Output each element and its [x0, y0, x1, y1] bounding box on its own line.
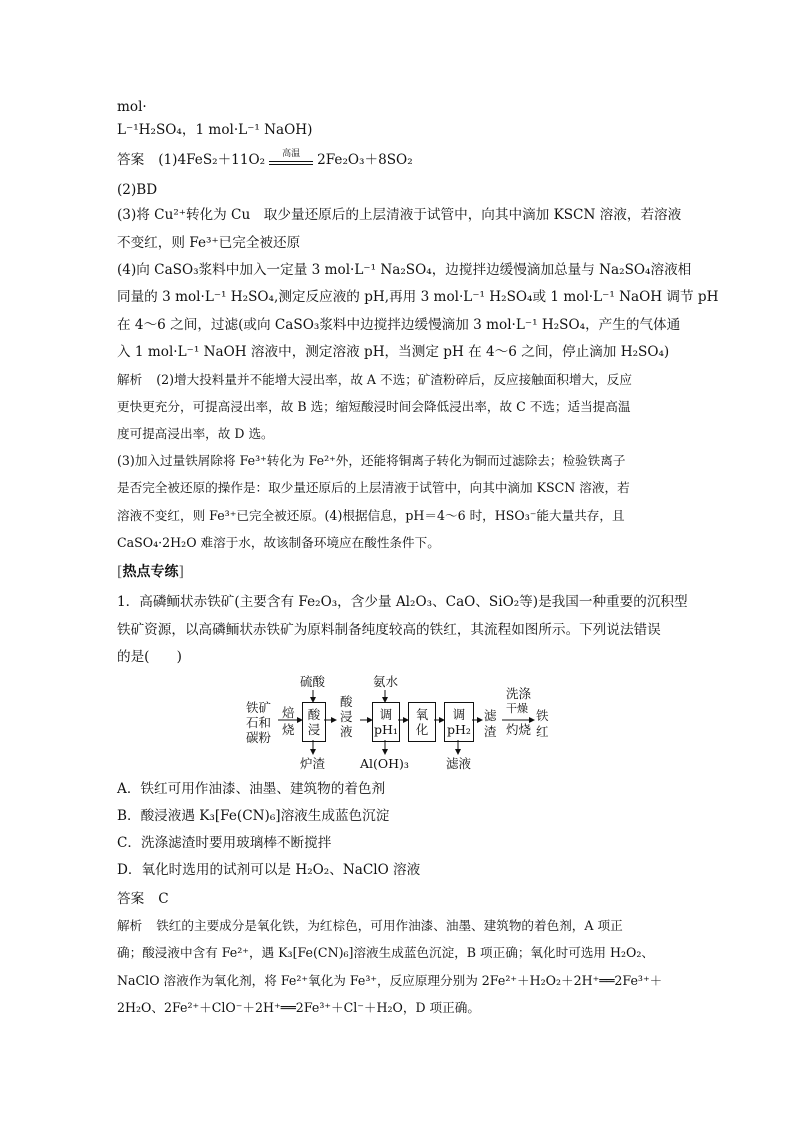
box-label: 氧 — [415, 707, 429, 722]
box-label: pH₁ — [374, 722, 398, 737]
equation-right: 2Fe₂O₃＋8SO₂ — [317, 152, 413, 168]
flow-byproduct-aloh3: Al(OH)₃ — [360, 756, 409, 771]
text-line: 在 4～6 之间，过滤(或向 CaSO₃浆料中边搅拌边缓慢滴加 3 mol·L⁻¹ H₂SO₄，产生的气体通 — [117, 317, 681, 333]
flow-step-calcine: 灼烧 — [506, 722, 532, 737]
text-line: 入 1 mol·L⁻¹ NaOH 溶液中，测定溶液 pH，当测定 pH 在 4～6 之间，停止滴加 H₂SO₄) — [117, 344, 670, 360]
section-title: 热点专练 — [122, 564, 179, 580]
text-line: 不变红，则 Fe³⁺已完全被还原 — [117, 235, 301, 251]
box-label: 化 — [415, 722, 429, 737]
flow-roast-2: 烧 — [282, 722, 295, 737]
box-label: 调 — [452, 707, 466, 722]
flow-box-adjust-ph2 — [444, 702, 474, 742]
option-b: B．酸浸液遇 K₃[Fe(CN)₆]溶液生成蓝色沉淀 — [117, 808, 390, 824]
flow-reagent-ammonia: 氨水 — [373, 674, 399, 689]
answer-label: 答案 — [117, 891, 145, 907]
text-line: (4)向 CaSO₃浆料中加入一定量 3 mol·L⁻¹ Na₂SO₄，边搅拌边缓慢滴加总量与 Na₂SO₄溶液相 — [117, 262, 692, 278]
section-banner — [117, 561, 184, 581]
condition-label: 高温 — [282, 148, 301, 159]
bracket-left: [ — [117, 564, 123, 580]
option-a: A．铁红可用作油漆、油墨、建筑物的着色剂 — [117, 781, 386, 797]
flow-acid-liquid-1: 酸 — [340, 694, 353, 709]
analysis-label: 解析 — [117, 918, 143, 933]
text-line: 同量的 3 mol·L⁻¹ H₂SO₄,测定反应液的 pH,再用 3 mol·L⁻¹ H₂SO₄或 1 mol·L⁻¹ NaOH 调节 pH — [117, 289, 719, 305]
text-line: NaClO 溶液作为氧化剂，将 Fe²⁺氧化为 Fe³⁺，反应原理分别为 2Fe²⁺＋H₂O₂＋2H⁺══2Fe³⁺＋ — [117, 973, 663, 988]
analysis-line — [117, 370, 632, 390]
flow-byproduct-filtrate: 滤液 — [446, 756, 472, 771]
text-line: 是否完全被还原的操作是：取少量还原后的上层清液于试管中，向其中滴加 KSCN 溶液，若 — [117, 480, 630, 495]
question-stem: 铁矿资源，以高磷鲕状赤铁矿为原料制备纯度较高的铁红，其流程如图所示。下列说法错误 — [117, 622, 661, 638]
flow-reagent-sulfuric: 硫酸 — [300, 674, 326, 689]
option-c: C．洗涤滤渣时要用玻璃棒不断搅拌 — [117, 835, 332, 851]
analysis-text: (2)增大投料量并不能增大浸出率，故 A 不选；矿渣粉碎后，反应接触面积增大，反应 — [156, 372, 632, 387]
analysis-text: 铁红的主要成分是氧化铁，为红棕色，可用作油漆、油墨、建筑物的着色剂，A 项正 — [156, 918, 623, 933]
flow-step-wash: 洗涤 — [506, 686, 532, 701]
answer-label: 答案 — [117, 152, 145, 168]
text-line: (3)加入过量铁屑除将 Fe³⁺转化为 Fe²⁺外，还能将铜离子转化为铜而过滤除去；检验铁离子 — [117, 453, 626, 468]
text-line: 度可提高浸出率，故 D 选。 — [117, 426, 274, 441]
analysis-line — [117, 916, 623, 936]
flow-output-1: 铁 — [536, 708, 549, 723]
flow-residue-2: 渣 — [484, 724, 497, 739]
equation-left: (1)4FeS₂＋11O₂ — [158, 152, 266, 168]
flow-step-dry: 干燥 — [506, 702, 528, 715]
flow-output-2: 红 — [536, 724, 549, 739]
analysis-label: 解析 — [117, 372, 143, 387]
box-label: 调 — [379, 707, 393, 722]
text-line: 确；酸浸液中含有 Fe²⁺，遇 K₃[Fe(CN)₆]溶液生成蓝色沉淀，B 项正确；氧化时可选用 H₂O₂、 — [117, 945, 654, 960]
flow-residue-1: 滤 — [484, 708, 497, 723]
flow-box-oxidation — [408, 702, 436, 742]
flow-acid-liquid-2: 浸 — [340, 709, 353, 724]
answer-value: C — [158, 891, 169, 907]
bracket-right: ] — [178, 564, 184, 580]
box-label: 酸 — [307, 707, 321, 722]
question-answer — [117, 889, 169, 909]
flow-input-line1: 铁矿 — [246, 700, 272, 715]
text-line: 2H₂O、2Fe²⁺＋ClO⁻＋2H⁺══2Fe³⁺＋Cl⁻＋H₂O，D 项正确。 — [117, 1000, 480, 1015]
text-line: CaSO₄·2H₂O 难溶于水，故该制备环境应在酸性条件下。 — [117, 535, 440, 550]
box-label: pH₂ — [447, 722, 471, 737]
question-stem: 的是( ) — [117, 649, 182, 665]
text-line: 更快更充分，可提高浸出率，故 B 选；缩短酸浸时间会降低浸出率，故 C 不选；适当提高温 — [117, 399, 631, 414]
question-stem: 1．高磷鲕状赤铁矿(主要含有 Fe₂O₃，含少量 Al₂O₃、CaO、SiO₂等)是我国一种重要的沉积型 — [117, 594, 688, 610]
box-label: 浸 — [307, 722, 321, 737]
flow-input-line2: 石和 — [246, 715, 272, 730]
flow-roast-1: 焙 — [282, 705, 295, 720]
text-line: (3)将 Cu²⁺转化为 Cu 取少量还原后的上层清液于试管中，向其中滴加 KSCN 溶液，若溶液 — [117, 207, 682, 223]
text-line: (2)BD — [117, 182, 158, 198]
flow-input-line3: 碳粉 — [246, 730, 272, 745]
flow-box-acid-leach — [302, 702, 326, 742]
text-line: L⁻¹H₂SO₄，1 mol·L⁻¹ NaOH) — [117, 122, 313, 138]
process-flowchart — [240, 672, 560, 777]
text-line: mol· — [117, 99, 147, 115]
reaction-condition — [269, 148, 313, 171]
flow-box-adjust-ph1 — [372, 702, 400, 742]
flow-byproduct-slag: 炉渣 — [300, 756, 326, 771]
flow-acid-liquid-3: 液 — [340, 724, 353, 739]
answer-equation — [117, 150, 413, 171]
text-line: 溶液不变红，则 Fe³⁺已完全被还原。(4)根据信息，pH＝4～6 时，HSO₃⁻能大量共存，且 — [117, 508, 625, 523]
option-d: D．氧化时选用的试剂可以是 H₂O₂、NaClO 溶液 — [117, 862, 421, 878]
